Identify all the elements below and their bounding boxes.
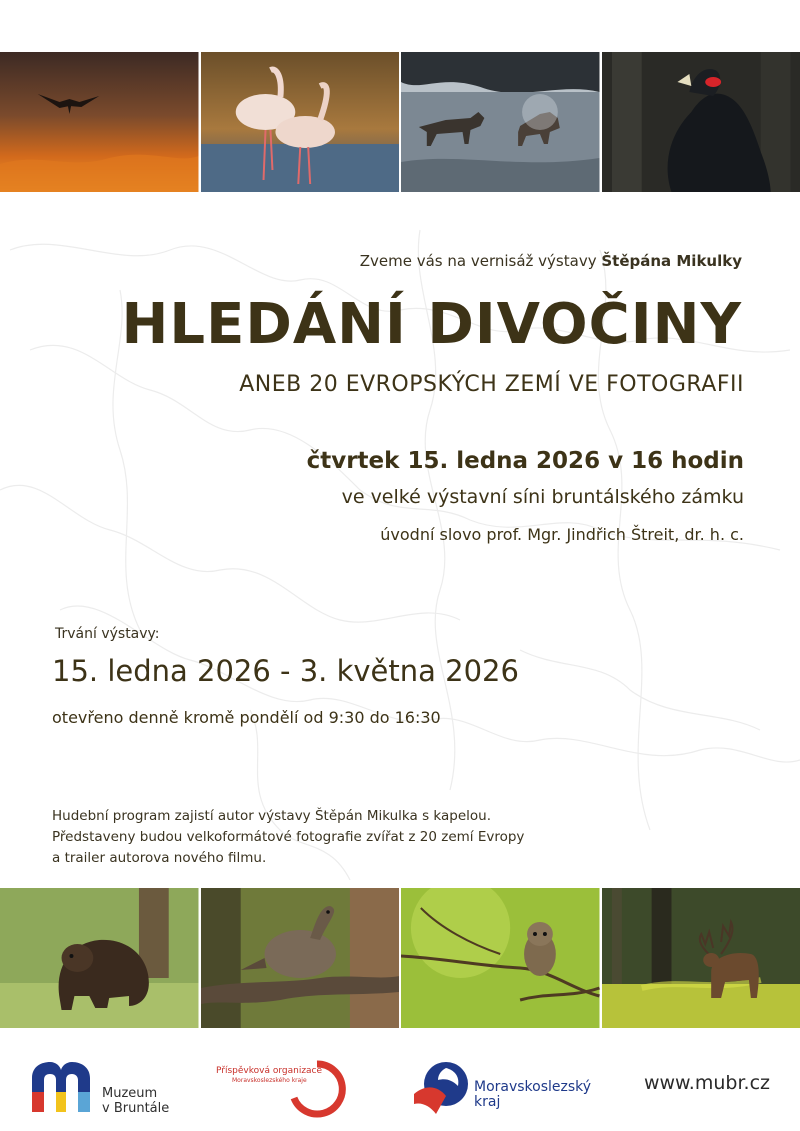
wolves-photo bbox=[401, 52, 600, 192]
venue: ve velké výstavní síni bruntálského zámku bbox=[341, 486, 744, 508]
opening-hours: otevřeno denně kromě pondělí od 9:30 do 16:30 bbox=[52, 708, 441, 727]
capercaillie-photo bbox=[602, 52, 800, 192]
program-note bbox=[52, 806, 524, 869]
muzeum-logo-mark bbox=[30, 1060, 92, 1116]
owl-photo bbox=[401, 888, 600, 1028]
grouse-photo bbox=[201, 888, 400, 1028]
website-link[interactable]: www.mubr.cz bbox=[643, 1072, 770, 1094]
msk-logo bbox=[412, 1058, 592, 1122]
invitation-line: Zveme vás na vernisáž výstavy Štěpána Mikulky bbox=[359, 252, 742, 270]
bottom-photo-strip bbox=[0, 888, 800, 1028]
po-line-1: Příspěvková organizace bbox=[216, 1066, 323, 1076]
opening-date: čtvrtek 15. ledna 2026 v 16 hodin bbox=[306, 448, 744, 474]
author-name: Štěpána Mikulky bbox=[601, 252, 742, 270]
top-photo-strip bbox=[0, 52, 800, 192]
duration-range: 15. ledna 2026 - 3. května 2026 bbox=[52, 654, 519, 688]
exhibition-title: HLEDÁNÍ DIVOČINY bbox=[121, 292, 742, 357]
program-line: a trailer autorova nového filmu. bbox=[52, 850, 267, 866]
flamingos-photo bbox=[201, 52, 400, 192]
msk-name-line: Moravskoslezský bbox=[474, 1079, 592, 1095]
deer-photo bbox=[602, 888, 800, 1028]
muzeum-name-line: v Bruntále bbox=[102, 1101, 170, 1116]
opening-speech: úvodní slovo prof. Mgr. Jindřich Štreit, dr. h. c. bbox=[380, 525, 744, 544]
program-line: Hudební program zajistí autor výstavy Štěpán Mikulka s kapelou. bbox=[52, 808, 491, 824]
wolverine-photo bbox=[0, 888, 199, 1028]
muzeum-logo bbox=[30, 1060, 170, 1120]
po-line-2: Moravskoslezského kraje bbox=[232, 1077, 307, 1084]
footer bbox=[0, 1030, 800, 1130]
program-line: Představeny budou velkoformátové fotografie zvířat z 20 zemí Evropy bbox=[52, 829, 525, 845]
eagle-sunset-photo bbox=[0, 52, 199, 192]
muzeum-name-line: Muzeum bbox=[102, 1086, 158, 1101]
red-ring-icon bbox=[286, 1060, 348, 1118]
msk-name-line: kraj bbox=[474, 1094, 501, 1110]
exhibition-subtitle: ANEB 20 EVROPSKÝCH ZEMÍ VE FOTOGRAFII bbox=[239, 372, 744, 397]
msk-emblem-icon bbox=[412, 1058, 470, 1118]
duration-label: Trvání výstavy: bbox=[55, 626, 160, 642]
